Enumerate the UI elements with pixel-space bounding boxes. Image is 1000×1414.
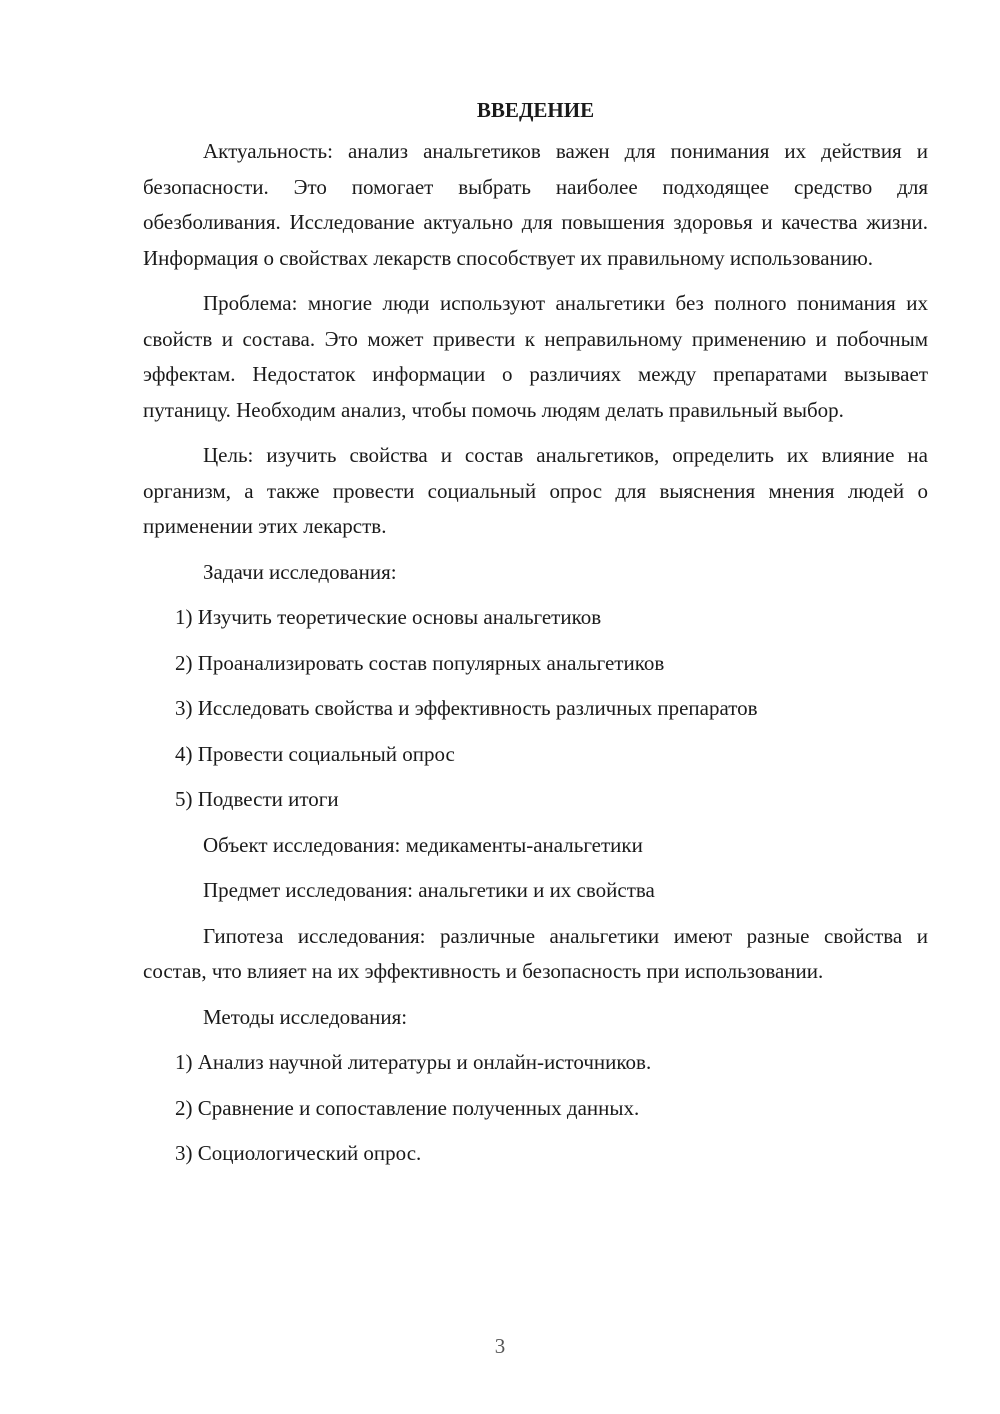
research-subject: Предмет исследования: анальгетики и их свойства [203, 878, 655, 902]
hypothesis-paragraph: Гипотеза исследования: различные анальгетики имеют разные свойства и состав, что влияет на их эффективность и безопасность при использовании. [143, 923, 928, 983]
research-object: Объект исследования: медикаменты-анальгетики [203, 832, 643, 857]
task-item: 5) Подвести итоги [175, 787, 339, 811]
task-item: 3) Исследовать свойства и эффективность различных препаратов [175, 696, 758, 720]
method-item: 3) Социологический опрос. [175, 1141, 422, 1165]
tasks-heading: Задачи исследования: [203, 559, 397, 584]
problem-paragraph: Проблема: многие люди используют анальгетики без полного понимания их свойств и состава. Это может привести к неправильному применению и побочным эффектам. Недостаток информации о различиях между препаратами вызывает путаницу. Необходим анализ, чтобы помочь людям делать правильный выбор. [143, 291, 928, 422]
methods-heading: Методы исследования: [203, 1004, 408, 1029]
page-number: 3 [494, 1334, 506, 1358]
tasks-list [143, 600, 928, 818]
methods-list [143, 1045, 928, 1172]
task-item: 2) Проанализировать состав популярных анальгетиков [175, 650, 665, 675]
task-item: 4) Провести социальный опрос [175, 741, 455, 766]
goal-paragraph: Цель: изучить свойства и состав анальгетиков, определить их влияние на организм, а также провести социальный опрос для выяснения мнения людей о применении этих лекарств. [143, 443, 928, 538]
method-item: 2) Сравнение и сопоставление полученных данных. [175, 1095, 640, 1120]
document-page [143, 92, 928, 1182]
task-item: 1) Изучить теоретические основы анальгетиков [175, 605, 602, 629]
method-item: 1) Анализ научной литературы и онлайн-источников. [175, 1050, 652, 1074]
section-title: ВВЕДЕНИЕ [476, 98, 595, 122]
relevance-paragraph: Актуальность: анализ анальгетиков важен для понимания их действия и безопасности. Это помогает выбрать наиболее подходящее средство для обезболивания. Исследование актуально для повышения здоровья и качества жизни. Информация о свойствах лекарств способствует их правильному использованию. [143, 139, 928, 270]
